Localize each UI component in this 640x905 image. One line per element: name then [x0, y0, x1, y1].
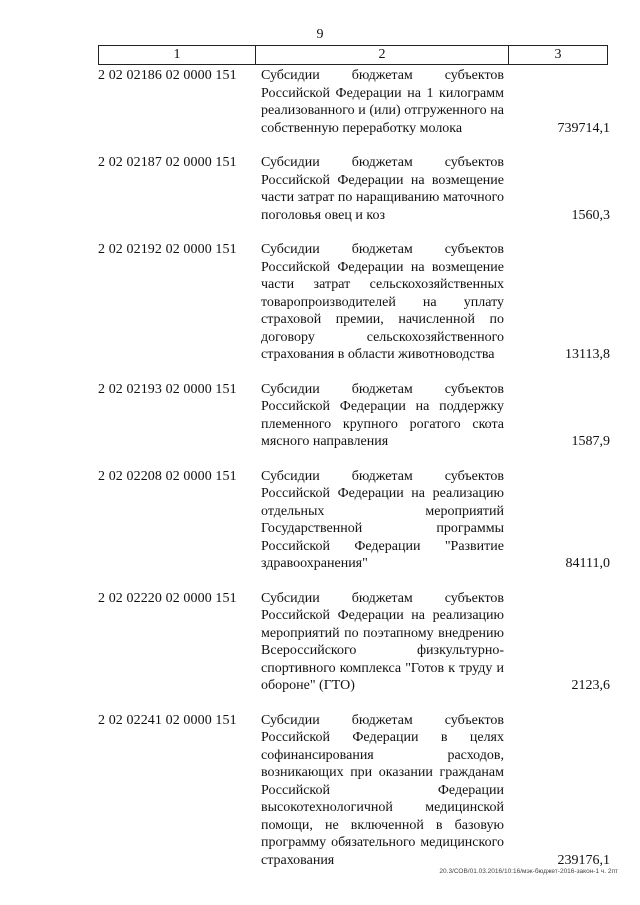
header-col-2: 2 — [256, 46, 509, 64]
row-description: Субсидии бюджетам субъектов Российской Федерации на возмещение части затрат по наращиванию маточного поголовья овец и коз — [261, 155, 504, 223]
table-row — [98, 241, 618, 364]
row-value: 1560,3 — [571, 207, 610, 223]
table-row — [98, 67, 618, 137]
row-value: 13113,8 — [565, 347, 610, 362]
row-description: Субсидии бюджетам субъектов Российской Федерации на 1 килограмм реализованного и (или) отгруженного на собственную переработку молока — [261, 68, 504, 136]
row-value: 739714,1 — [557, 120, 610, 136]
row-code: 2 02 02186 02 0000 151 — [98, 68, 237, 83]
table-row — [98, 468, 618, 573]
header-col-3: 3 — [554, 47, 562, 62]
row-code: 2 02 02193 02 0000 151 — [98, 381, 237, 397]
table-body — [98, 67, 618, 886]
row-value: 2123,6 — [571, 678, 610, 693]
header-col-1: 1 — [99, 46, 256, 64]
row-description: Субсидии бюджетам субъектов Российской Федерации на реализацию мероприятий по поэтапному внедрению Всероссийского физкультурно-спортивного комплекса "Готов к труду и обороне" (ГТО) — [261, 590, 504, 693]
row-code: 2 02 02241 02 0000 151 — [98, 712, 237, 728]
row-description: Субсидии бюджетам субъектов Российской Федерации на возмещение части затрат сельскохозяйственных товаропроизводителей на уплату страховой премии, начисленной по договору сельскохозяйственного страхования в области животноводства — [261, 242, 504, 362]
row-code: 2 02 02220 02 0000 151 — [98, 590, 237, 606]
row-value: 239176,1 — [557, 852, 610, 868]
row-code: 2 02 02208 02 0000 151 — [98, 468, 237, 484]
row-code: 2 02 02187 02 0000 151 — [98, 155, 237, 170]
row-description: Субсидии бюджетам субъектов Российской Федерации в целях софинансирования расходов, возникающих при оказании гражданам Российской Федерации высокотехнологичной медицинской помощи, не включенной в базовую программу обязательного медицинского страхования — [261, 712, 504, 868]
table-row — [98, 590, 618, 695]
document-footer: 20.3/СОВ/01.03.2016/10:16/мэк-бюджет-2016-закон-1 ч. 2пт — [439, 868, 618, 875]
table-row — [98, 712, 618, 870]
table-header — [98, 45, 608, 65]
page-number: 9 — [316, 27, 324, 42]
table-row — [98, 154, 618, 224]
row-value: 1587,9 — [571, 434, 610, 449]
row-code: 2 02 02192 02 0000 151 — [98, 242, 237, 257]
row-value: 84111,0 — [565, 556, 610, 571]
row-description: Субсидии бюджетам субъектов Российской Федерации на поддержку племенного крупного рогатого скота мясного направления — [261, 381, 504, 449]
row-description: Субсидии бюджетам субъектов Российской Федерации на реализацию отдельных мероприятий Государственной программы Российской Федерации "Развитие здравоохранения" — [261, 468, 504, 571]
table-row — [98, 381, 618, 451]
